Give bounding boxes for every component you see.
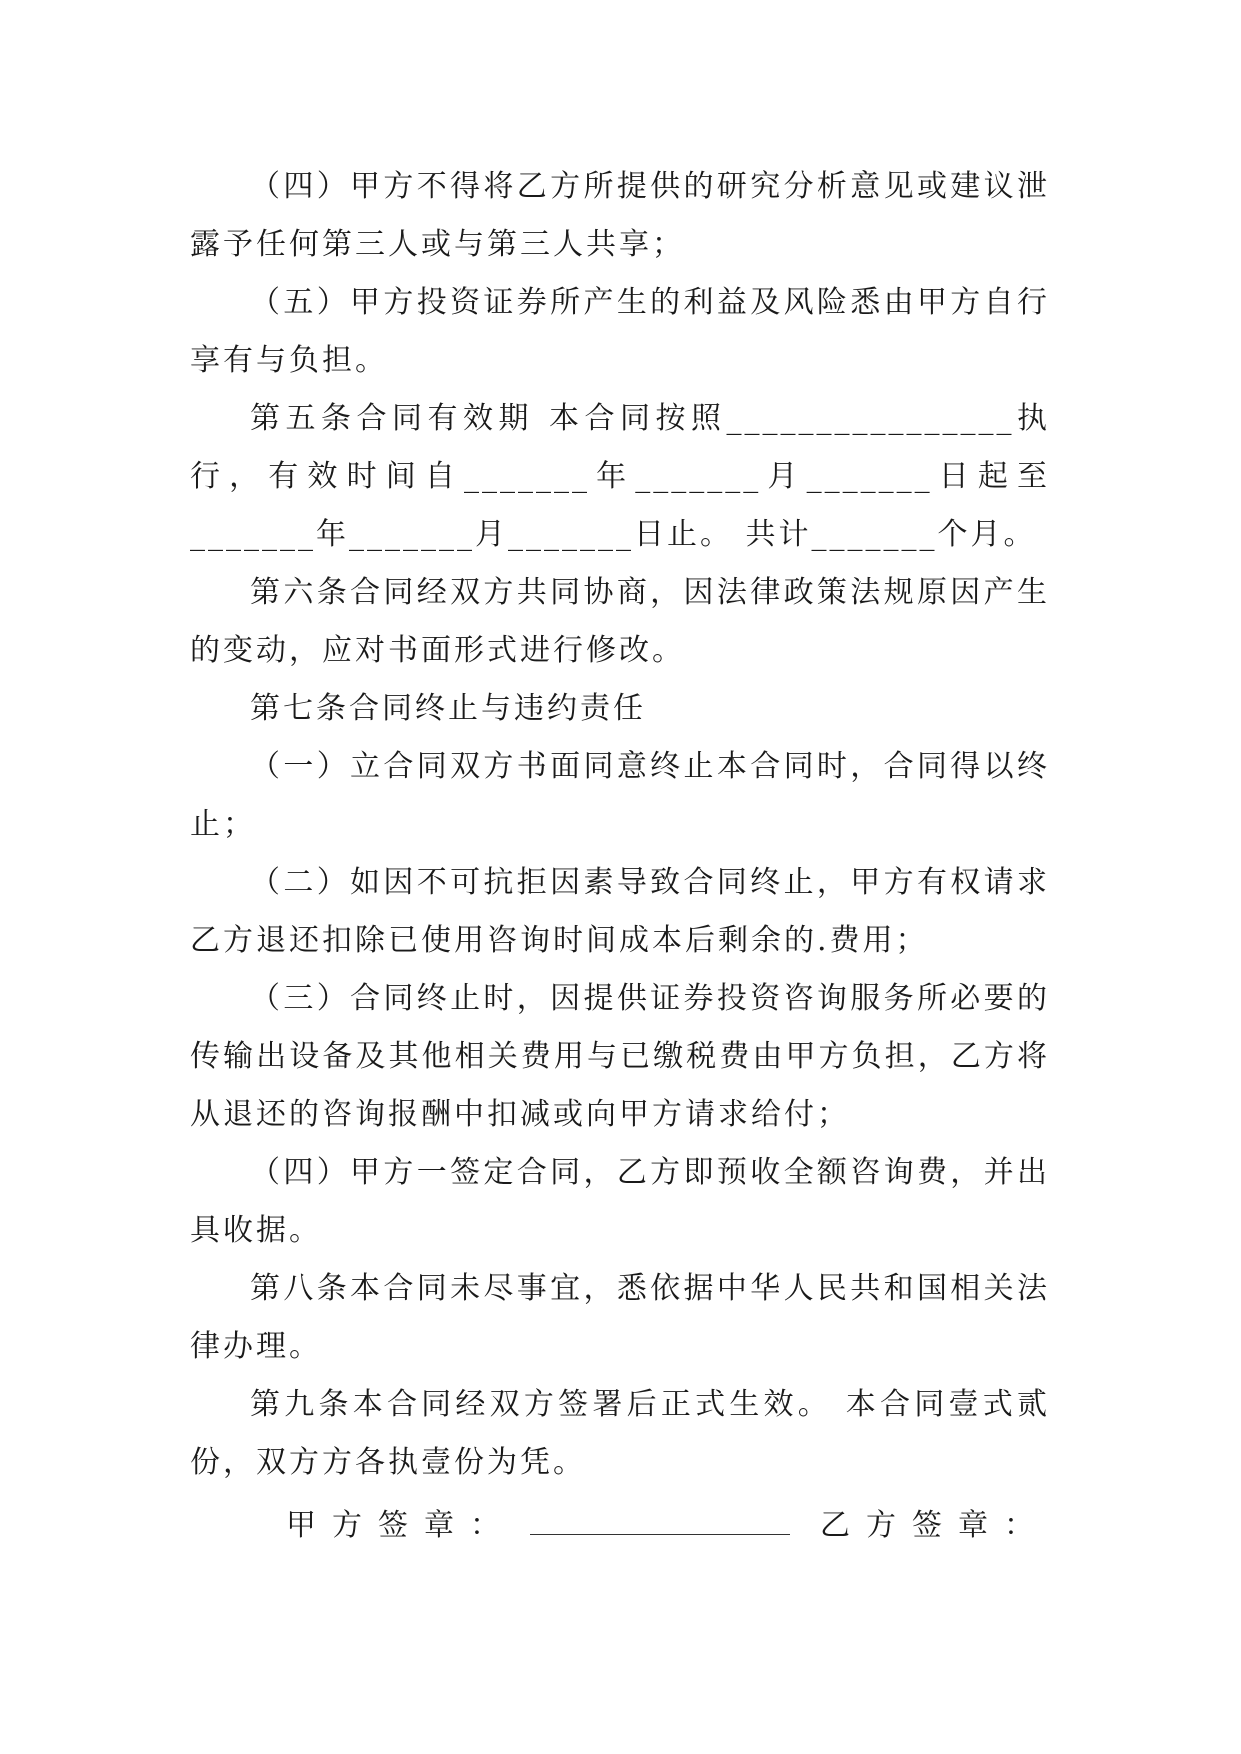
clause-paragraph: （三）合同终止时，因提供证券投资咨询服务所必要的传输出设备及其他相关费用与已缴税费由甲方负担，乙方将从退还的咨询报酬中扣减或向甲方请求给付； [190,981,1050,1132]
contract-body [190,158,1050,1492]
clause-paragraph: 第五条合同有效期 本合同按照________________执行，有效时间自_______年_______月_______日起至_______年_______月_______日止。 共计_______个月。 [190,401,1050,552]
clause-paragraph: （五）甲方投资证券所产生的利益及风险悉由甲方自行享有与负担。 [190,285,1050,378]
clause-paragraph: 第九条本合同经双方签署后正式生效。 本合同壹式贰份，双方方各执壹份为凭。 [190,1387,1050,1480]
party-b-signature-label: 乙方签章： [820,1508,1050,1543]
clause-paragraph: （四）甲方一签定合同，乙方即预收全额咨询费，并出具收据。 [190,1155,1050,1248]
clause-paragraph: （四）甲方不得将乙方所提供的研究分析意见或建议泄露予任何第三人或与第三人共享； [190,169,1050,262]
signature-line [190,1494,1050,1555]
clause-paragraph: 第六条合同经双方共同协商，因法律政策法规原因产生的变动，应对书面形式进行修改。 [190,575,1050,668]
clause-paragraph: （二）如因不可抗拒因素导致合同终止，甲方有权请求乙方退还扣除已使用咨询时间成本后剩余的.费用； [190,865,1050,958]
clause-paragraph: 第八条本合同未尽事宜，悉依据中华人民共和国相关法律办理。 [190,1271,1050,1364]
party-a-signature-blank [530,1494,790,1535]
clause-paragraph: （一）立合同双方书面同意终止本合同时，合同得以终止； [190,749,1050,842]
party-a-signature-label: 甲方签章： [286,1508,516,1543]
clause-heading: 第七条合同终止与违约责任 [250,691,646,726]
